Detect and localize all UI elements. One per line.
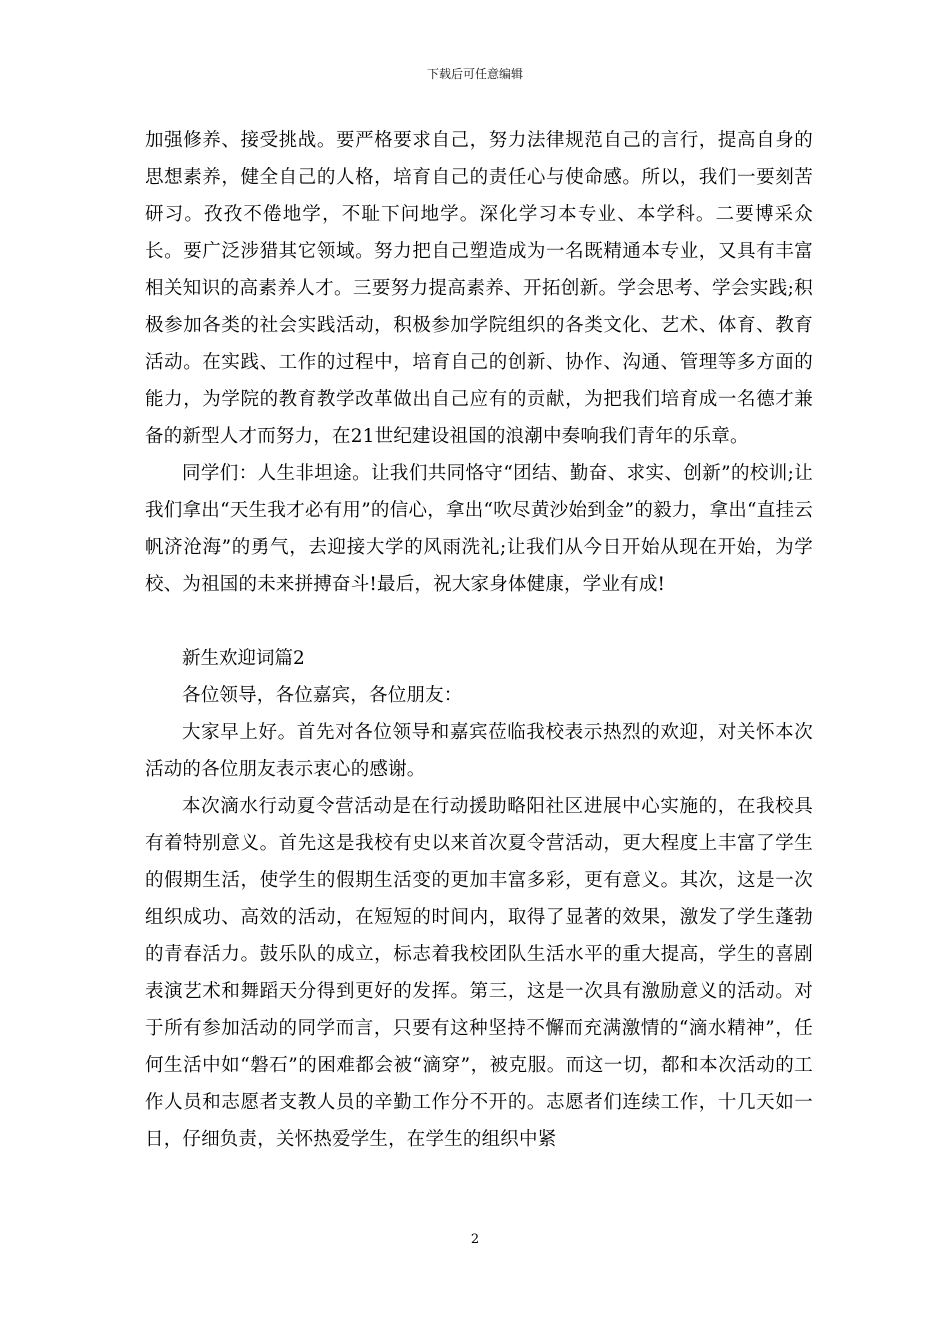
page-number: 2 <box>470 1232 480 1247</box>
paragraph-gap <box>145 603 813 640</box>
paragraph-continuation: 加强修养、接受挑战。要严格要求自己，努力法律规范自己的言行，提高自身的思想素养，健全自己的人格，培育自己的责任心与使命感。所以，我们一要刻苦研习。孜孜不倦地学，不耻下问地学。深化学习本专业、本学科。二要博采众长。要广泛涉猎其它领域。努力把自己塑造成为一名既精通本专业，又具有丰富相关知识的高素养人才。三要努力提高素养、开拓创新。学会思考、学会实践;积极参加各类的社会实践活动，积极参加学院组织的各类文化、艺术、体育、教育活动。在实践、工作的过程中，培育自己的创新、协作、沟通、管理等多方面的能力，为学院的教育教学改革做出自己应有的贡献，为把我们培育成一名德才兼备的新型人才而努力，在21世纪建设祖国的浪潮中奏响我们青年的乐章。 <box>145 130 813 447</box>
page-header: 下载后可任意编辑 <box>426 67 523 81</box>
document-body <box>145 122 813 1158</box>
paragraph-closing-speech: 同学们：人生非坦途。让我们共同恪守“团结、勤奋、求实、创新”的校训;让我们拿出“天生我才必有用”的信心，拿出“吹尽黄沙始到金”的毅力，拿出“直挂云帆济沧海”的勇气，去迎接大学的风雨洗礼;让我们从今日开始从现在开始，为学校、为祖国的未来拼搏奋斗!最后，祝大家身体健康，学业有成! <box>145 463 813 595</box>
paragraph-activity: 本次滴水行动夏令营活动是在行动援助略阳社区进展中心实施的，在我校具有着特别意义。首先这是我校有史以来首次夏令营活动，更大程度上丰富了学生的假期生活，使学生的假期生活变的更加丰富多彩，更有意义。其次，这是一次组织成功、高效的活动，在短短的时间内，取得了显著的效果，激发了学生蓬勃的青春活力。鼓乐队的成立，标志着我校团队生活水平的重大提高，学生的喜剧表演艺术和舞蹈天分得到更好的发挥。第三，这是一次具有激励意义的活动。对于所有参加活动的同学而言，只要有这种坚持不懈而充满激情的“滴水精神”，任何生活中如“磐石”的困难都会被“滴穿”，被克服。而这一切，都和本次活动的工作人员和志愿者支教人员的辛勤工作分不开的。志愿者们连续工作，十几天如一日，仔细负责，关怀热爱学生，在学生的组织中紧 <box>145 796 813 1150</box>
paragraph-welcome: 大家早上好。首先对各位领导和嘉宾莅临我校表示热烈的欢迎，对关怀本次活动的各位朋友表示衷心的感谢。 <box>145 722 813 780</box>
greeting-line: 各位领导，各位嘉宾，各位朋友： <box>182 685 463 706</box>
section-title: 新生欢迎词篇2 <box>182 648 305 669</box>
